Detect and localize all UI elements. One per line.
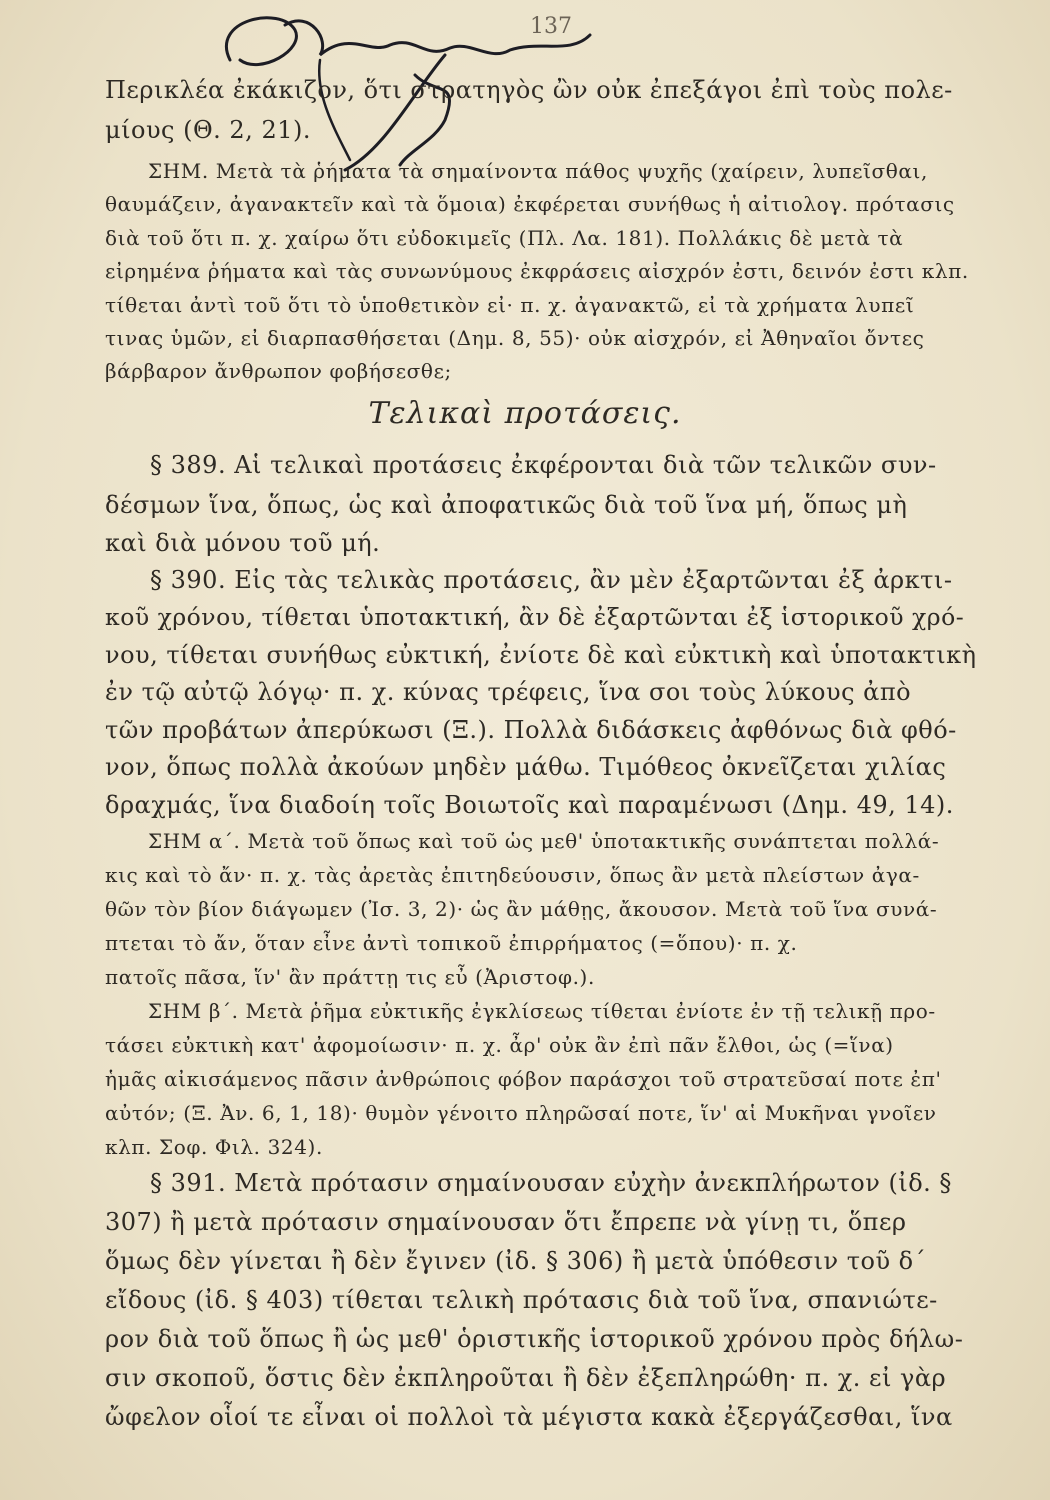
note-line: πτεται τὸ ἄν, ὅταν εἶνε ἀντὶ τοπικοῦ ἐπιρρήματος (=ὅπου)· π. χ. (105, 931, 798, 955)
text-line: Περικλέα ἐκάκιζον, ὅτι στρατηγὸς ὢν οὐκ ἐπεξάγοι ἐπὶ τοὺς πολε- (105, 76, 953, 104)
note-line: εἰρημένα ῥήματα καὶ τὰς συνωνύμους ἐκφράσεις αἰσχρόν ἐστι, δεινόν ἐστι κλπ. (105, 259, 969, 283)
text-line: § 391. Μετὰ πρότασιν σημαίνουσαν εὐχὴν ἀνεκπλήρωτον (ἰδ. § (150, 1169, 952, 1197)
note-line: αὐτόν; (Ξ. Ἀν. 6, 1, 18)· θυμὸν γένοιτο πληρῶσαί ποτε, ἵν' αἱ Μυκῆναι γνοῖεν (105, 1101, 937, 1125)
text-line: § 390. Εἰς τὰς τελικὰς προτάσεις, ἂν μὲν ἐξαρτῶνται ἐξ ἀρκτι- (150, 566, 953, 594)
text-line: ὤφελον οἷοί τε εἶναι οἱ πολλοὶ τὰ μέγιστα κακὰ ἐξεργάζεσθαι, ἵνα (105, 1403, 953, 1431)
text-line: ρον διὰ τοῦ ὅπως ἢ ὡς μεθ' ὁριστικῆς ἱστορικοῦ χρόνου πρὸς δήλω- (105, 1325, 964, 1353)
note-line: κλπ. Σοφ. Φιλ. 324). (105, 1135, 323, 1159)
note-line: ΣΗΜ. Μετὰ τὰ ῥήματα τὰ σημαίνοντα πάθος ψυχῆς (χαίρειν, λυπεῖσθαι, (148, 159, 928, 183)
text-line: § 389. Αἱ τελικαὶ προτάσεις ἐκφέρονται διὰ τῶν τελικῶν συν- (150, 451, 937, 479)
text-line: 307) ἢ μετὰ πρότασιν σημαίνουσαν ὅτι ἔπρεπε νὰ γίνῃ τι, ὅπερ (105, 1208, 907, 1236)
note-line: βάρβαρον ἄνθρωπον φοβήσεσθε; (105, 359, 452, 383)
text-line: σιν σκοποῦ, ὅστις δὲν ἐκπληροῦται ἢ δὲν ἐξεπληρώθη· π. χ. εἰ γὰρ (105, 1364, 947, 1392)
text-line: καὶ διὰ μόνου τοῦ μή. (105, 529, 381, 557)
note-line: θαυμάζειν, ἀγανακτεῖν καὶ τὰ ὅμοια) ἐκφέρεται συνήθως ἡ αἰτιολογ. πρότασις (105, 192, 955, 216)
section-heading: Τελικαὶ προτάσεις. (368, 396, 682, 431)
text-line: μίους (Θ. 2, 21). (105, 116, 311, 144)
note-line: πατοῖς πᾶσα, ἵν' ἂν πράττῃ τις εὖ (Ἀριστοφ.). (105, 965, 595, 989)
text-line: τῶν προβάτων ἀπερύκωσι (Ξ.). Πολλὰ διδάσκεις ἀφθόνως διὰ φθό- (105, 716, 957, 744)
text-line: ὅμως δὲν γίνεται ἢ δὲν ἔγινεν (ἰδ. § 306) ἢ μετὰ ὑπόθεσιν τοῦ δ΄ (105, 1247, 927, 1275)
text-line: δραχμάς, ἵνα διαδοίη τοῖς Βοιωτοῖς καὶ παραμένωσι (Δημ. 49, 14). (105, 791, 954, 819)
text-line: δέσμων ἵνα, ὅπως, ὡς καὶ ἀποφατικῶς διὰ τοῦ ἵνα μή, ὅπως μὴ (105, 491, 908, 519)
note-line: διὰ τοῦ ὅτι π. χ. χαίρω ὅτι εὐδοκιμεῖς (Πλ. Λα. 181). Πολλάκις δὲ μετὰ τὰ (105, 226, 904, 250)
note-line: ΣΗΜ α΄. Μετὰ τοῦ ὅπως καὶ τοῦ ὡς μεθ' ὑποτακτικῆς συνάπτεται πολλά- (148, 829, 940, 853)
note-line: τίθεται ἀντὶ τοῦ ὅτι τὸ ὑποθετικὸν εἰ· π. χ. ἀγανακτῶ, εἰ τὰ χρήματα λυπεῖ (105, 293, 915, 317)
page-number: 137 (530, 14, 572, 39)
text-line: εἴδους (ἰδ. § 403) τίθεται τελικὴ πρότασις διὰ τοῦ ἵνα, σπανιώτε- (105, 1286, 938, 1314)
text-line: νον, ὅπως πολλὰ ἀκούων μηδὲν μάθω. Τιμόθεος ὀκνεῖζεται χιλίας (105, 753, 947, 781)
note-line: ἡμᾶς αἰκισάμενος πᾶσιν ἀνθρώποις φόβον παράσχοι τοῦ στρατεῦσαί ποτε ἐπ' (105, 1067, 942, 1091)
text-line: κοῦ χρόνου, τίθεται ὑποτακτική, ἂν δὲ ἐξαρτῶνται ἐξ ἱστορικοῦ χρό- (105, 603, 965, 631)
text-line: νου, τίθεται συνήθως εὐκτική, ἐνίοτε δὲ καὶ εὐκτικὴ καὶ ὑποτακτικὴ (105, 641, 977, 669)
note-line: τάσει εὐκτικὴ κατ' ἀφομοίωσιν· π. χ. ἆρ' οὐκ ἂν ἐπὶ πᾶν ἔλθοι, ὡς (=ἵνα) (105, 1033, 894, 1057)
note-line: κις καὶ τὸ ἄν· π. χ. τὰς ἀρετὰς ἐπιτηδεύουσιν, ὅπως ἂν μετὰ πλείστων ἀγα- (105, 863, 920, 887)
note-line: τινας ὑμῶν, εἰ διαρπασθήσεται (Δημ. 8, 55)· οὐκ αἰσχρόν, εἰ Ἀθηναῖοι ὄντες (105, 326, 925, 350)
text-line: ἐν τῷ αὐτῷ λόγῳ· π. χ. κύνας τρέφεις, ἵνα σοι τοὺς λύκους ἀπὸ (105, 678, 912, 706)
note-line: ΣΗΜ β΄. Μετὰ ῥῆμα εὐκτικῆς ἐγκλίσεως τίθεται ἐνίοτε ἐν τῇ τελικῇ προ- (148, 999, 936, 1023)
note-line: θῶν τὸν βίον διάγωμεν (Ἰσ. 3, 2)· ὡς ἂν μάθῃς, ἄκουσον. Μετὰ τοῦ ἵνα συνά- (105, 897, 938, 921)
